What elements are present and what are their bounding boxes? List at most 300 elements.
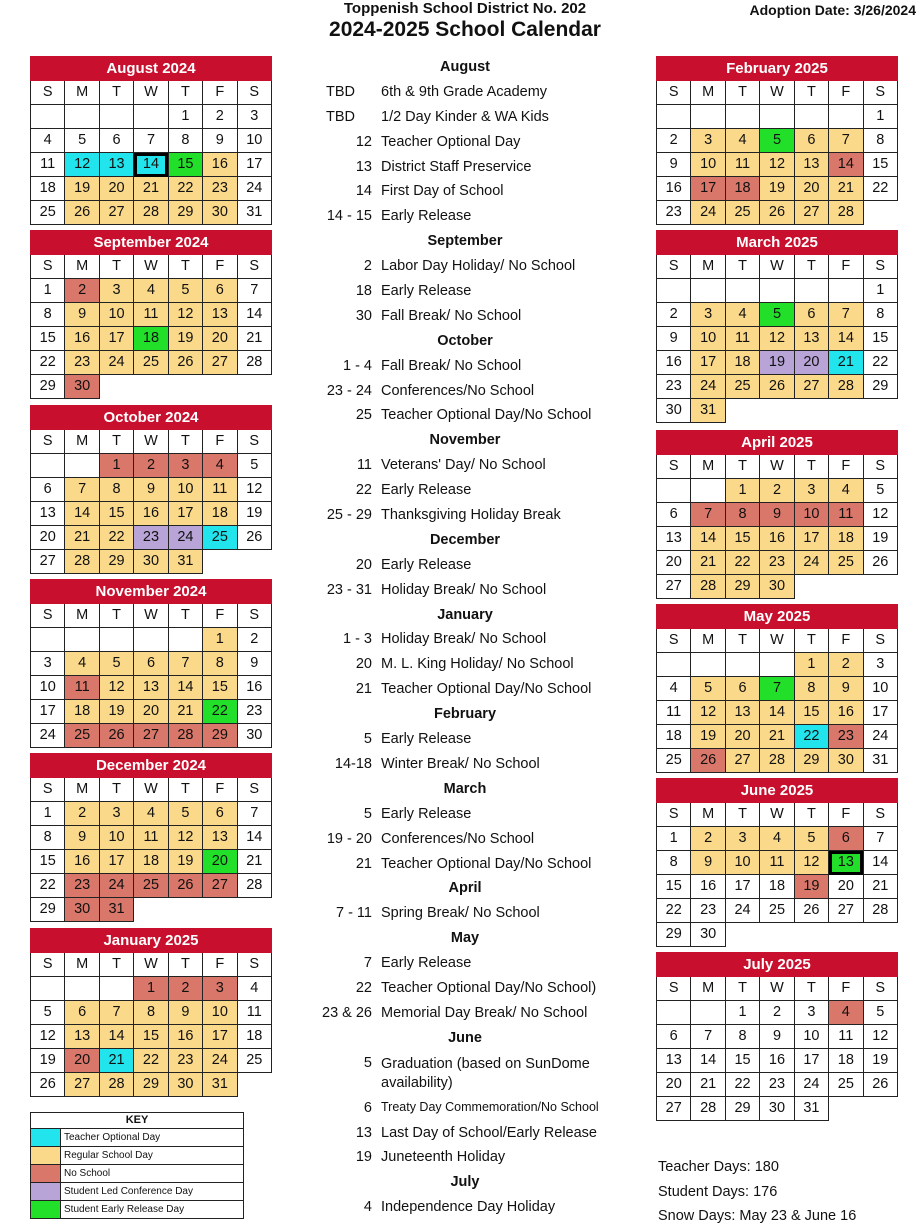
event-date: 13: [355, 1124, 372, 1141]
weekday-label: F: [203, 603, 237, 627]
key-label: Teacher Optional Day: [64, 1132, 161, 1143]
day-cell: 27: [65, 1072, 99, 1096]
district-name: Toppenish School District No. 202: [343, 0, 587, 17]
weekday-label: T: [794, 255, 828, 279]
day-cell: 20: [829, 875, 863, 899]
day-cell: 26: [99, 723, 133, 747]
day-cell: 19: [794, 875, 828, 899]
event-row: [300, 156, 650, 181]
day-cell: 9: [65, 826, 99, 850]
day-cell: 30: [829, 748, 863, 772]
day-cell: 10: [99, 826, 133, 850]
day-cell: 25: [725, 201, 759, 225]
day-cell: 11: [725, 153, 759, 177]
day-cell: 19: [863, 526, 897, 550]
month-title: April 2025: [657, 430, 898, 454]
day-cell: 22: [725, 1073, 759, 1097]
event-row: [300, 1002, 650, 1027]
event-description: Memorial Day Break/ No School: [381, 1004, 588, 1021]
day-cell: 23: [657, 201, 691, 225]
day-cell: 28: [691, 574, 725, 598]
day-cell: 1: [863, 105, 897, 129]
day-cell: 19: [65, 177, 99, 201]
day-cell: 20: [31, 525, 65, 549]
day-cell: 7: [168, 651, 202, 675]
weekday-label: W: [760, 803, 794, 827]
day-cell: [134, 105, 168, 129]
day-cell: 26: [31, 1072, 65, 1096]
day-cell: [691, 652, 725, 676]
day-cell: 15: [657, 875, 691, 899]
event-date: 14-18: [334, 755, 372, 772]
day-cell: 7: [134, 129, 168, 153]
day-cell: 1: [31, 802, 65, 826]
key-swatch: [31, 1129, 61, 1146]
day-cell: 5: [760, 303, 794, 327]
day-cell: 25: [829, 1073, 863, 1097]
event-row: [300, 1052, 650, 1097]
day-cell: [657, 279, 691, 303]
day-cell: 30: [657, 399, 691, 423]
day-cell: 27: [794, 375, 828, 399]
day-cell: 2: [829, 652, 863, 676]
day-cell: 16: [691, 875, 725, 899]
day-cell: 3: [691, 129, 725, 153]
weekday-label: W: [760, 454, 794, 478]
day-cell: 22: [31, 351, 65, 375]
day-cell: 3: [203, 976, 237, 1000]
day-cell: 29: [725, 1097, 759, 1121]
event-date: 1 - 4: [342, 357, 372, 374]
day-cell: 16: [760, 1049, 794, 1073]
day-cell: 5: [691, 676, 725, 700]
day-cell: 12: [863, 502, 897, 526]
day-cell: 22: [794, 724, 828, 748]
day-cell: 21: [99, 1048, 133, 1072]
day-cell: 23: [65, 874, 99, 898]
month-calendar: [30, 928, 272, 1097]
event-date: 14: [355, 183, 372, 200]
day-cell: 9: [657, 153, 691, 177]
day-cell: 13: [657, 1049, 691, 1073]
day-cell: 28: [99, 1072, 133, 1096]
weekday-label: W: [134, 81, 168, 105]
event-description: Fall Break/ No School: [381, 357, 522, 374]
event-date: 25 - 29: [326, 507, 372, 524]
day-cell: 14: [99, 1024, 133, 1048]
day-cell: [134, 375, 168, 399]
day-cell: 5: [237, 453, 271, 477]
month-calendar: [656, 56, 898, 225]
day-cell: [829, 923, 863, 947]
day-cell: 23: [760, 550, 794, 574]
day-cell: 13: [794, 153, 828, 177]
day-cell: 6: [657, 502, 691, 526]
day-cell: 8: [31, 826, 65, 850]
day-cell: 21: [829, 177, 863, 201]
event-date: 19 - 20: [326, 830, 372, 847]
day-cell: 23: [237, 699, 271, 723]
day-cell: 26: [168, 351, 202, 375]
weekday-label: W: [134, 255, 168, 279]
day-cell: 21: [134, 177, 168, 201]
day-cell: 6: [794, 129, 828, 153]
day-cell: 21: [168, 699, 202, 723]
key-item: [31, 1147, 243, 1165]
event-description: Early Release: [381, 283, 472, 300]
day-cell: 26: [168, 874, 202, 898]
day-cell: [794, 923, 828, 947]
day-cell: [99, 375, 133, 399]
snow-days: Snow Days: May 23 & June 16: [658, 1208, 857, 1224]
weekday-label: T: [99, 952, 133, 976]
day-cell: 29: [31, 898, 65, 922]
month-calendar: [656, 952, 898, 1121]
day-cell: 27: [829, 899, 863, 923]
weekday-label: M: [691, 454, 725, 478]
weekday-label: T: [725, 977, 759, 1001]
day-cell: 7: [691, 502, 725, 526]
event-date: 19: [355, 1149, 372, 1166]
weekday-label: F: [203, 81, 237, 105]
weekday-label: T: [794, 803, 828, 827]
event-row: [300, 380, 650, 405]
day-cell: 6: [725, 676, 759, 700]
month-calendar: [656, 430, 898, 599]
day-cell: 29: [725, 574, 759, 598]
day-cell: 26: [237, 525, 271, 549]
event-date: 11: [356, 457, 372, 474]
day-cell: [725, 652, 759, 676]
day-cell: 15: [99, 501, 133, 525]
day-cell: 3: [725, 827, 759, 851]
event-date: 1 - 3: [342, 631, 372, 648]
day-cell: 14: [168, 675, 202, 699]
day-cell: 31: [203, 1072, 237, 1096]
day-cell: [760, 105, 794, 129]
day-cell: 12: [691, 700, 725, 724]
day-cell: [168, 898, 202, 922]
day-cell: [725, 923, 759, 947]
day-cell: 1: [725, 1001, 759, 1025]
day-cell: 11: [237, 1000, 271, 1024]
day-cell: 31: [168, 549, 202, 573]
day-cell: [760, 923, 794, 947]
month-calendar: [656, 778, 898, 947]
day-cell: 29: [657, 923, 691, 947]
month-calendar: [656, 604, 898, 773]
day-cell: [31, 453, 65, 477]
day-cell: 3: [168, 453, 202, 477]
day-cell: [691, 478, 725, 502]
day-cell: [31, 627, 65, 651]
weekday-label: T: [725, 81, 759, 105]
day-cell: 18: [203, 501, 237, 525]
day-cell: 17: [99, 327, 133, 351]
key-item: [31, 1183, 243, 1201]
day-cell: 29: [863, 375, 897, 399]
key-title: KEY: [31, 1113, 243, 1129]
day-cell: 11: [760, 851, 794, 875]
weekday-label: S: [863, 803, 897, 827]
day-cell: 6: [31, 477, 65, 501]
weekday-label: S: [657, 977, 691, 1001]
day-cell: [65, 976, 99, 1000]
color-key: [30, 1112, 244, 1219]
day-cell: 26: [760, 201, 794, 225]
weekday-label: T: [794, 977, 828, 1001]
day-cell: 4: [237, 976, 271, 1000]
event-description: Early Release: [381, 955, 472, 972]
day-cell: 11: [725, 327, 759, 351]
day-cell: 12: [65, 153, 99, 177]
day-cell: [829, 399, 863, 423]
day-cell: 9: [691, 851, 725, 875]
day-cell: 18: [237, 1024, 271, 1048]
day-cell: 20: [657, 1073, 691, 1097]
day-cell: 9: [134, 477, 168, 501]
event-date: 20: [355, 656, 372, 673]
event-description: Early Release: [381, 208, 472, 225]
day-cell: 31: [691, 399, 725, 423]
day-cell: 10: [237, 129, 271, 153]
weekday-label: M: [691, 255, 725, 279]
event-description: Holiday Break/ No School: [381, 581, 547, 598]
day-cell: 15: [794, 700, 828, 724]
event-date: 2: [363, 258, 372, 275]
day-cell: 8: [31, 303, 65, 327]
day-cell: 1: [863, 279, 897, 303]
event-row: [300, 205, 650, 230]
weekday-label: S: [237, 603, 271, 627]
day-cell: [65, 453, 99, 477]
day-cell: 11: [134, 826, 168, 850]
day-cell: 19: [760, 177, 794, 201]
day-cell: 9: [203, 129, 237, 153]
weekday-label: S: [237, 255, 271, 279]
weekday-label: S: [657, 255, 691, 279]
event-date: 13: [355, 158, 372, 175]
weekday-label: T: [168, 429, 202, 453]
day-cell: 28: [829, 375, 863, 399]
day-cell: 8: [863, 303, 897, 327]
day-cell: 7: [863, 827, 897, 851]
day-cell: 7: [829, 129, 863, 153]
day-cell: 27: [794, 201, 828, 225]
day-cell: 20: [203, 850, 237, 874]
day-cell: 9: [168, 1000, 202, 1024]
weekday-label: M: [691, 628, 725, 652]
day-cell: 17: [691, 351, 725, 375]
day-cell: 16: [168, 1024, 202, 1048]
weekday-label: W: [134, 429, 168, 453]
day-cell: 14: [237, 826, 271, 850]
day-cell: 20: [657, 550, 691, 574]
day-cell: 9: [237, 651, 271, 675]
day-cell: 13: [657, 526, 691, 550]
event-month-heading: [300, 877, 650, 902]
day-cell: 28: [691, 1097, 725, 1121]
event-description: Veterans' Day/ No School: [381, 457, 546, 474]
day-cell: 4: [65, 651, 99, 675]
weekday-label: T: [725, 628, 759, 652]
day-cell: 12: [99, 675, 133, 699]
month-title: September 2024: [31, 231, 272, 255]
weekday-label: M: [65, 603, 99, 627]
event-description: Early Release: [381, 556, 472, 573]
day-cell: 10: [725, 851, 759, 875]
event-row: [300, 180, 650, 205]
event-row: [300, 454, 650, 479]
day-cell: 14: [691, 1049, 725, 1073]
weekday-label: S: [31, 429, 65, 453]
weekday-label: F: [829, 255, 863, 279]
day-cell: [237, 898, 271, 922]
month-calendar: [656, 230, 898, 423]
day-cell: 30: [691, 923, 725, 947]
day-cell: [99, 105, 133, 129]
event-description: Teacher Optional Day/No School: [381, 681, 592, 698]
event-description: Teacher Optional Day/No School): [381, 979, 597, 996]
day-cell: 25: [760, 899, 794, 923]
day-cell: [863, 201, 897, 225]
key-item: [31, 1165, 243, 1183]
day-cell: 29: [168, 201, 202, 225]
day-cell: 18: [65, 699, 99, 723]
day-cell: 22: [203, 699, 237, 723]
day-cell: 22: [863, 177, 897, 201]
event-date: 25: [355, 407, 372, 424]
event-date: 6: [363, 1099, 372, 1116]
day-cell: [657, 652, 691, 676]
day-cell: [65, 627, 99, 651]
day-cell: 3: [691, 303, 725, 327]
day-cell: 27: [657, 1097, 691, 1121]
day-cell: 30: [237, 723, 271, 747]
event-row: [300, 131, 650, 156]
key-item: [31, 1201, 243, 1218]
day-cell: 2: [203, 105, 237, 129]
day-cell: 17: [99, 850, 133, 874]
month-title: May 2025: [657, 604, 898, 628]
day-cell: 12: [31, 1024, 65, 1048]
day-cell: 7: [65, 477, 99, 501]
day-cell: 11: [65, 675, 99, 699]
day-cell: 4: [829, 1001, 863, 1025]
event-row: [300, 828, 650, 853]
month-title: October 2024: [31, 405, 272, 429]
month-heading-text: March: [443, 780, 487, 797]
event-month-heading: [300, 429, 650, 454]
day-cell: 20: [65, 1048, 99, 1072]
day-cell: [725, 279, 759, 303]
day-cell: 22: [168, 177, 202, 201]
event-description: Early Release: [381, 731, 472, 748]
weekday-label: W: [134, 952, 168, 976]
event-month-heading: [300, 1027, 650, 1052]
event-row: [300, 106, 650, 131]
day-cell: [657, 105, 691, 129]
day-cell: 24: [31, 723, 65, 747]
day-cell: 17: [691, 177, 725, 201]
day-cell: 28: [760, 748, 794, 772]
weekday-label: S: [863, 977, 897, 1001]
event-month-heading: [300, 927, 650, 952]
day-cell: 13: [829, 851, 863, 875]
event-month-heading: [300, 778, 650, 803]
day-cell: 12: [237, 477, 271, 501]
day-cell: 5: [65, 129, 99, 153]
weekday-label: F: [829, 81, 863, 105]
day-cell: 10: [794, 1025, 828, 1049]
day-cell: [237, 549, 271, 573]
event-description: Treaty Day Commemoration/No School: [381, 1099, 599, 1114]
day-cell: [65, 105, 99, 129]
event-description: Labor Day Holiday/ No School: [381, 258, 576, 275]
day-cell: 17: [794, 1049, 828, 1073]
weekday-label: T: [794, 628, 828, 652]
day-cell: 7: [99, 1000, 133, 1024]
event-row: [300, 977, 650, 1002]
day-cell: 18: [725, 351, 759, 375]
event-description: Teacher Optional Day: [381, 133, 521, 150]
day-cell: 14: [829, 153, 863, 177]
day-cell: 26: [691, 748, 725, 772]
day-cell: 8: [657, 851, 691, 875]
weekday-label: S: [31, 255, 65, 279]
key-swatch: [31, 1201, 61, 1218]
day-cell: 20: [99, 177, 133, 201]
month-calendar: [30, 56, 272, 225]
day-cell: 17: [725, 875, 759, 899]
month-heading-text: August: [440, 59, 490, 75]
day-cell: 15: [31, 327, 65, 351]
event-description: Conferences/No School: [381, 830, 535, 847]
day-cell: [31, 105, 65, 129]
day-cell: 26: [65, 201, 99, 225]
day-cell: 4: [760, 827, 794, 851]
day-cell: 1: [99, 453, 133, 477]
event-description: 6th & 9th Grade Academy: [381, 83, 548, 100]
day-cell: 18: [829, 1049, 863, 1073]
day-cell: 24: [99, 351, 133, 375]
day-cell: 5: [794, 827, 828, 851]
day-cell: 24: [725, 899, 759, 923]
day-cell: 20: [203, 327, 237, 351]
day-cell: 16: [657, 351, 691, 375]
day-cell: 7: [760, 676, 794, 700]
event-description: Spring Break/ No School: [381, 905, 540, 922]
day-cell: 5: [168, 279, 202, 303]
day-cell: 27: [203, 874, 237, 898]
day-cell: 23: [829, 724, 863, 748]
event-date: 23 & 26: [322, 1004, 372, 1021]
event-description: Juneteenth Holiday: [381, 1149, 506, 1166]
calendar-title: 2024-2025 School Calendar: [329, 18, 601, 41]
weekday-label: T: [168, 255, 202, 279]
day-cell: 12: [168, 303, 202, 327]
day-cell: 4: [134, 802, 168, 826]
day-cell: 2: [168, 976, 202, 1000]
day-cell: 1: [794, 652, 828, 676]
weekday-label: T: [725, 255, 759, 279]
day-cell: 21: [863, 875, 897, 899]
day-cell: 15: [725, 526, 759, 550]
event-month-heading: [300, 529, 650, 554]
day-cell: 13: [725, 700, 759, 724]
day-cell: 4: [31, 129, 65, 153]
day-cell: 31: [237, 201, 271, 225]
